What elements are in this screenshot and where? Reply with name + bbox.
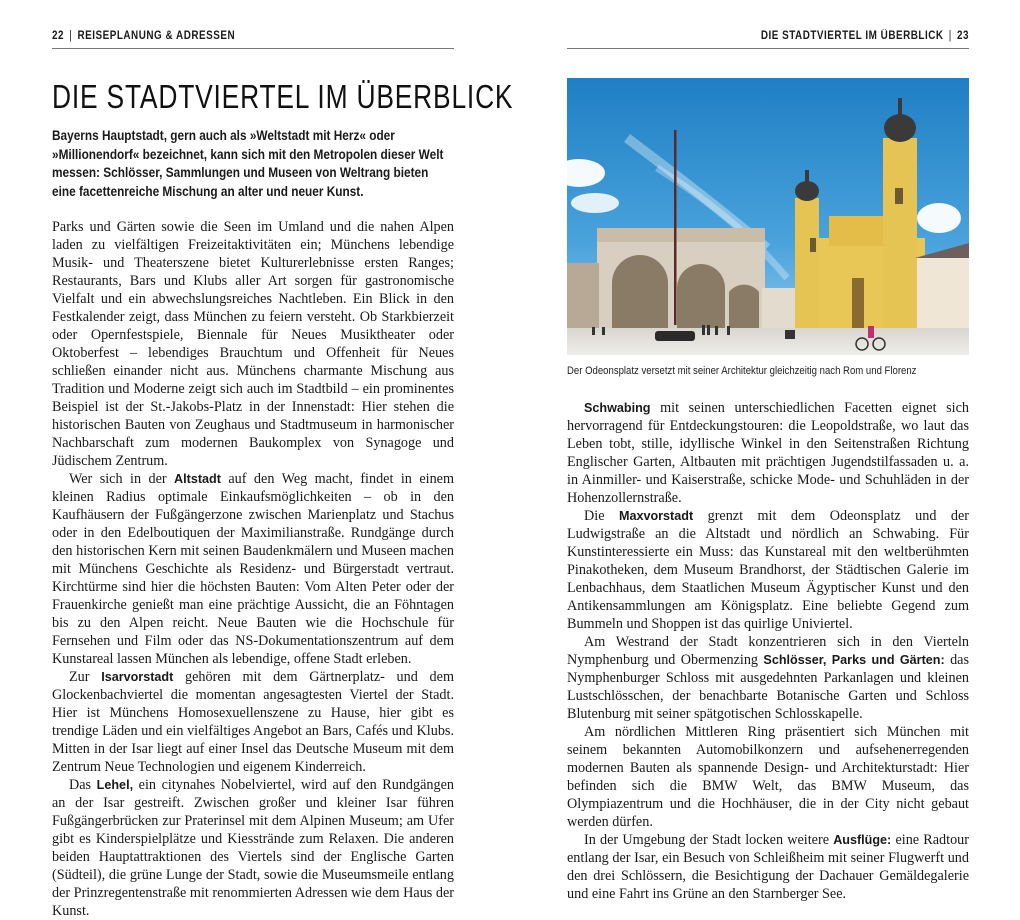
paragraph: Schwabing mit seinen unterschiedlichen Facetten eignet sich hervorragend für Entdeckungstouren: die Leopoldstraße, wo laut das Leben tobt, stille, idyllische Winkel in den Seitenstraßen Richtung Englischer Garten, Altbauten mit prächtigen Jugendstilfassaden u. a. in Ainmiller- und Kaiserstraße, schicke Mode- und Schuhläden in der Hohenzollernstraße. (567, 400, 969, 506)
keyword-schwabing: Schwabing (584, 401, 651, 415)
photo-caption: Der Odeonsplatz versetzt mit seiner Architektur gleichzeitig nach Rom und Florenz (567, 365, 917, 377)
keyword-lehel: Lehel, (96, 778, 134, 792)
running-head-right (567, 30, 969, 49)
body-text-right (567, 399, 969, 903)
body-text-left (52, 218, 454, 920)
paragraph: Parks und Gärten sowie die Seen im Umland und die nahen Alpen laden zu vielfältigen Freizeitaktivitäten ein; Münchens lebendige Musik- und Theaterszene bietet Kulturerlebnisse ersten Ranges; Restaurants, Bars und Klubs aller Art sorgen für gastronomische Vielfalt und ein abwechslungsreiches Nachtleben. Ein Blick in den Festkalender zeigt, dass München zu feiern versteht. Ob Starkbierzeit oder Opernfestspiele, Biennale für Neues Musiktheater oder Oktoberfest – lebendiges Brauchtum und Offenheit für Neues schließen einander nicht aus. Münchens charmante Mischung aus Tradition und Moderne zeigt sich auch im Stadtbild – ein prominentes Beispiel ist der St.-Jakobs-Platz in der Innenstadt: Hier stehen die historischen Bauten von Zeughaus und Stadtmuseum in harmonischer Nachbarschaft zum modernen Baukomplex von Synagoge und Jüdischem Zentrum. (52, 219, 454, 469)
odeonsplatz-photo (567, 78, 969, 355)
keyword-maxvorstadt: Maxvorstadt (618, 509, 694, 523)
paragraph: Am Westrand der Stadt konzentrieren sich in den Vierteln Nymphenburg und Obermenzing Schlösser, Parks und Gärten: das Nymphenburger Schloss mit ausgedehnten Parkanlagen und kleinen Lustschlösschen, der benachbarte Botanische Garten und Schloss Blutenburg mit seiner spätgotischen Schlosskapelle. (567, 634, 970, 722)
page-title: DIE STADTVIERTEL IM ÜBERBLICK (52, 78, 514, 115)
paragraph: In der Umgebung der Stadt locken weitere Ausflüge: eine Radtour entlang der Isar, ein Besuch von Schleißheim mit seiner Flugwerft und den drei Schlössern, die Besichtigung der Dachauer Gemäldegalerie und eine Fahrt ins Grüne an den Starnberger See. (567, 832, 969, 902)
page-number: 22 (52, 30, 65, 42)
paragraph: Das Lehel, ein citynahes Nobelviertel, wird auf den Rundgängen an der Isar gestreift. Zwischen großer und kleiner Isar führen Fußgängerbrücken zur Praterinsel mit dem Alpinen Museum; am Ufer gibt es Kinderspielplätze und Kiesstrände zum Relaxen. Die anderen beiden Hauptattraktionen des Viertels sind der Englische Garten (Südteil), die grüne Lunge der Stadt, sowie die Museumsmeile entlang der Prinzregentenstraße mit renommierten Adressen wie dem Haus der Kunst. (52, 777, 454, 919)
header-rule (567, 48, 969, 49)
keyword-ausfluege: Ausflüge: (833, 833, 892, 847)
separator: | (948, 30, 952, 42)
paragraph: Die Maxvorstadt grenzt mit dem Odeonsplatz und der Ludwigstraße an die Altstadt und nördlich an Schwabing. Für Kunstinteressierte ein Muss: das Kunstareal mit den weltberühmten Pinakotheken, dem Museum Brandhorst, der Städtischen Galerie im Lenbachhaus, dem Staatlichen Museum Ägyptischer Kunst und den Antikensammlungen am Königsplatz. Eine beliebte Gegend zum Bummeln und Shoppen ist das quirlige Univiertel. (567, 508, 969, 632)
section-label: REISEPLANUNG & ADRESSEN (77, 30, 236, 42)
keyword-altstadt: Altstadt (174, 472, 221, 486)
paragraph: Am nördlichen Mittleren Ring präsentiert sich München mit seinem bekannten Automobilkonzern und aufsehenerregenden modernen Bauten als spannende Design- und Architekturstadt: Hier befinden sich die BMW Welt, das BMW Museum, das Olympiazentrum und die Hochhäuser, die in der City nicht gebaut werden dürfen. (567, 724, 969, 830)
paragraph: Wer sich in der Altstadt auf den Weg macht, findet in einem kleinen Radius optimale Einkaufsmöglichkeiten – ob in den Kaufhäusern der Fußgängerzone zwischen Marienplatz und Stachus oder in den Edelboutiquen der Maximilianstraße. Rundgänge durch den historischen Kern mit seinen Baudenkmälern und Museen machen mit Münchens Geschichte als Residenz- und Bürgerstadt vertraut. Kirchtürme sind hier die höchsten Bauten: Vom Alten Peter oder der Frauenkirche genießt man eine prächtige Aussicht, die an Föhntagen bis zu den Alpen reicht. Neue Bauten wie die Hochschule für Fernsehen und Film oder das NS-Dokumentationszentrum auf dem Kunstareal lassen München als lebendige, offene Stadt erleben. (52, 471, 455, 667)
section-label: DIE STADTVIERTEL IM ÜBERBLICK (760, 30, 944, 42)
lead-paragraph: Bayerns Hauptstadt, gern auch als »Weltstadt mit Herz« oder »Millionendorf« bezeichnet, kann sich mit den Metropolen dieser Welt messen: Schlösser, Sammlungen und Museen von Weltrang bieten eine facettenreiche Mischung an alter und neuer Kunst. (52, 128, 444, 199)
keyword-schloesser-parks-gaerten: Schlösser, Parks und Gärten: (763, 653, 945, 667)
page-number: 23 (956, 30, 969, 42)
keyword-isarvorstadt: Isarvorstadt (101, 670, 174, 684)
photo-odeonsplatz-icon (567, 78, 969, 355)
paragraph: Zur Isarvorstadt gehören mit dem Gärtnerplatz- und dem Glockenbachviertel die momentan angesagtesten Viertel der Stadt. Hier ist Münchens Homosexuellenszene zu Hause, hier gibt es trendige Läden und ein vielfältiges Angebot an Bars, Cafés und Klubs. Mitten in der Isar liegt auf einer Insel das Deutsche Museum mit dem Zentrum Neue Technologien und eigenem Kinderreich. (52, 669, 454, 775)
header-rule (52, 48, 454, 49)
separator: | (69, 30, 73, 42)
running-head-left (52, 30, 454, 49)
